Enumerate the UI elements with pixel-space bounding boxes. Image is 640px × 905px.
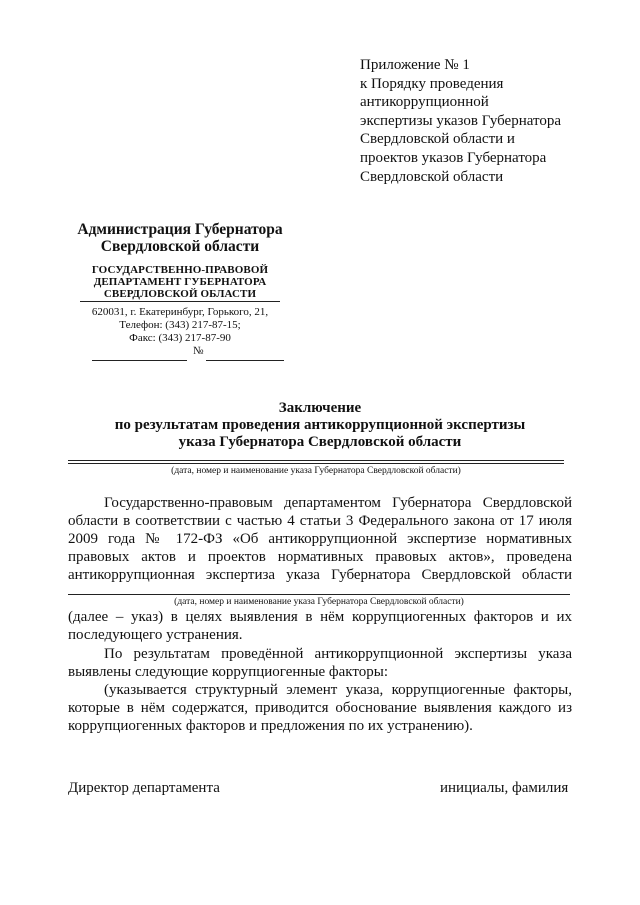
sender-divider bbox=[80, 301, 280, 302]
title-line: Заключение bbox=[278, 400, 362, 416]
text-line: антикоррупционная экспертиза указа Губернатора Свердловской области bbox=[68, 567, 572, 583]
text-line: коррупциогенных факторов и предложения по их устранению). bbox=[68, 718, 473, 734]
dept-line: СВЕРДЛОВСКОЙ ОБЛАСТИ bbox=[103, 288, 257, 300]
appendix-line: Свердловской области bbox=[360, 168, 504, 185]
appendix-line: экспертизы указов Губернатора bbox=[360, 112, 562, 129]
text-line: По результатам проведённой антикоррупционной экспертизы указа bbox=[104, 646, 572, 662]
text-line: (указывается структурный элемент указа, коррупциогенные факторы, bbox=[104, 682, 572, 698]
appendix-line: Свердловской области и bbox=[360, 131, 515, 148]
appendix-line: Приложение № 1 bbox=[360, 57, 470, 73]
department-address bbox=[60, 306, 300, 345]
paragraph-3 bbox=[68, 681, 572, 735]
paragraph-2 bbox=[68, 645, 572, 681]
administration-name bbox=[60, 221, 300, 255]
appendix-note bbox=[360, 56, 630, 186]
text-line: области в соответствии с частью 4 статьи 3 Федерального закона от 17 июля bbox=[68, 513, 572, 529]
appendix-line: проектов указов Губернатора bbox=[360, 149, 547, 166]
address-line: 620031, г. Екатеринбург, Горького, 21, bbox=[91, 306, 269, 318]
appendix-line: антикоррупционной bbox=[360, 94, 489, 111]
decree-blank-line bbox=[68, 594, 570, 595]
text-line: (далее – указ) в целях выявления в нём коррупциогенных факторов и их bbox=[68, 609, 572, 625]
appendix-line: к Порядку проведения bbox=[360, 75, 504, 92]
dept-line: ГОСУДАРСТВЕННО-ПРАВОВОЙ bbox=[91, 264, 269, 276]
decree-caption: (дата, номер и наименование указа Губернатора Свердловской области) bbox=[171, 466, 461, 476]
department-name bbox=[60, 264, 300, 300]
decree-blank-line-double bbox=[68, 463, 564, 464]
text-line: последующего устранения. bbox=[68, 627, 243, 643]
number-sign: № bbox=[193, 345, 204, 357]
dept-line: ДЕПАРТАМЕНТ ГУБЕРНАТОРА bbox=[93, 276, 267, 288]
text-line: Государственно-правовым департаментом Губернатора Свердловской bbox=[104, 495, 572, 511]
paragraph-1-continuation bbox=[68, 608, 572, 644]
date-blank-line bbox=[92, 360, 187, 361]
address-line: Телефон: (343) 217-87-15; bbox=[119, 319, 241, 331]
address-line: Факс: (343) 217-87-90 bbox=[129, 332, 231, 344]
admin-line: Свердловской области bbox=[100, 238, 260, 255]
decree-caption: (дата, номер и наименование указа Губернатора Свердловской области) bbox=[174, 597, 464, 607]
paragraph-1 bbox=[68, 494, 572, 584]
title-line: по результатам проведения антикоррупционной экспертизы bbox=[114, 417, 526, 433]
text-line: 2009 года № 172-ФЗ «Об антикоррупционной экспертизе нормативных bbox=[68, 531, 572, 547]
number-blank-line bbox=[206, 360, 284, 361]
text-line: которые в нём содержатся, приводится обоснование выявления каждого из bbox=[68, 700, 572, 716]
decree-blank-line bbox=[68, 460, 564, 461]
document-title bbox=[60, 400, 580, 451]
admin-line: Администрация Губернатора bbox=[77, 221, 283, 238]
signer-position: Директор департамента bbox=[68, 780, 220, 796]
signer-name: инициалы, фамилия bbox=[440, 780, 569, 796]
text-line: выявлены следующие коррупциогенные факторы: bbox=[68, 664, 389, 680]
text-line: правовых актов и проектов нормативных правовых актов», проведена bbox=[68, 549, 572, 565]
title-line: указа Губернатора Свердловской области bbox=[178, 434, 462, 450]
